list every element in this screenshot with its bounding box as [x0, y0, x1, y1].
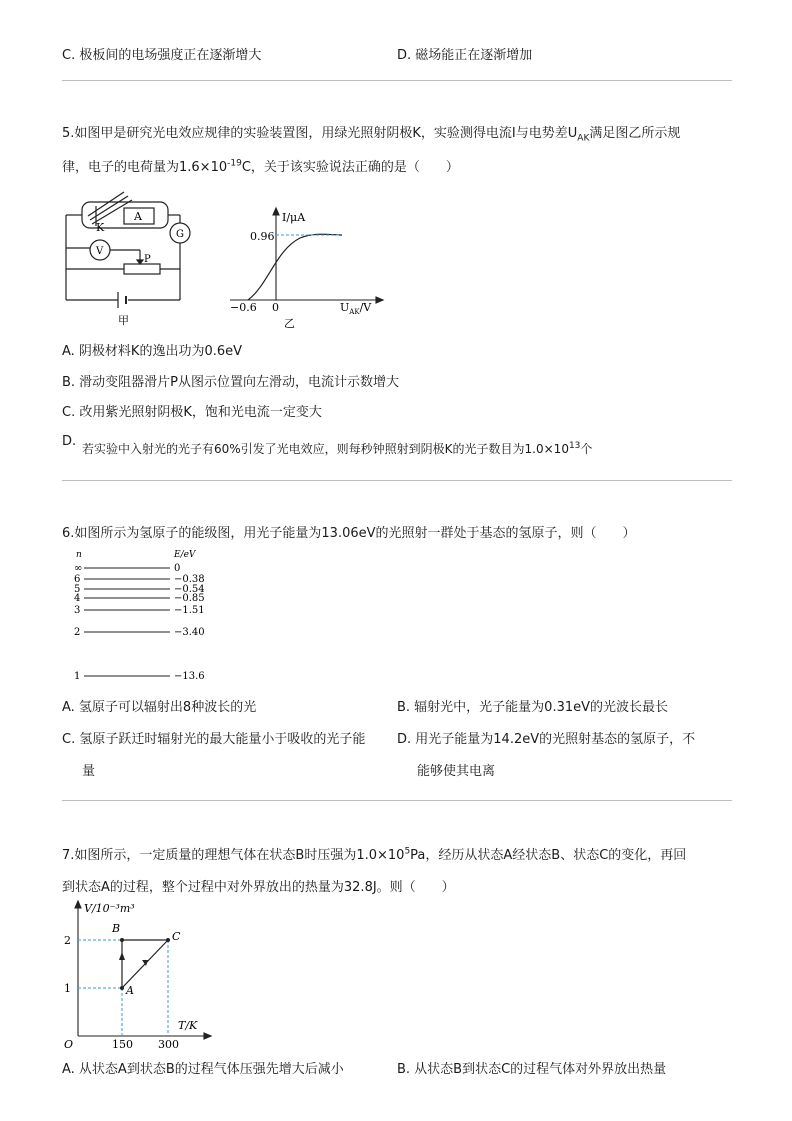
q6-option-b[interactable]: B. 辐射光中，光子能量为0.31eV的光波长最长 — [397, 700, 669, 715]
point-a: A — [126, 984, 134, 997]
xlabel: $U_{AK}/V$ — [340, 301, 372, 316]
level-energy: −1.51 — [174, 605, 205, 616]
ylabel: I/μA — [282, 211, 306, 224]
level-n: 4 — [74, 593, 81, 604]
q6-stem: 6.如图所示为氢原子的能级图，用光子能量为13.06eV的光照射一群处于基态的氢原子，则（ ） — [62, 526, 636, 541]
rheostat — [124, 264, 160, 274]
vt-graph — [58, 898, 218, 1050]
point-b: B — [112, 922, 121, 935]
level-energy: −0.85 — [174, 593, 205, 604]
prev-option-d: D. 磁场能正在逐渐增加 — [397, 48, 533, 63]
caption-yi: 乙 — [284, 317, 295, 330]
q6-option-c[interactable]: C. 氢原子跃迁时辐射光的最大能量小于吸收的光子能 — [62, 732, 366, 747]
iu-graph — [220, 205, 390, 330]
q5-stem-line2: 律，电子的电荷量为$1.6\times 10^{-19}C$，关于该实验说法正确的是（ ） — [62, 158, 459, 175]
y-value: 0.96 — [250, 230, 275, 243]
q5-stem-line1: 5.如图甲是研究光电效应规律的实验装置图，用绿光照射阴极K，实验测得电流Ⅰ与电势差$U_{AK}$满足图乙所示规 — [62, 126, 681, 144]
energy-level-diagram — [70, 548, 220, 683]
q6-option-d-cont[interactable]: 能够使其电离 — [417, 764, 496, 779]
level-n: 3 — [74, 605, 81, 616]
x-tick-150: 150 — [112, 1038, 133, 1050]
q6-option-d[interactable]: D. 用光子能量为14.2eV的光照射基态的氢原子，不 — [397, 732, 696, 747]
y-tick-2: 2 — [64, 934, 71, 947]
n-header: n — [76, 550, 82, 560]
q7-option-b[interactable]: B. 从状态B到状态C的过程气体对外界放出热量 — [397, 1062, 667, 1077]
q5-option-b[interactable]: B. 滑动变阻器滑片P从图示位置向左滑动，电流计示数增大 — [62, 375, 400, 390]
q7-stem-line2: 到状态A的过程，整个过程中对外界放出的热量为32.8J。则（ ） — [62, 880, 455, 895]
level-n: 1 — [74, 671, 81, 682]
level-n: 5 — [74, 584, 81, 595]
caption-jia: 甲 — [118, 314, 129, 327]
y-tick-1: 1 — [64, 982, 71, 995]
q5-option-d-text[interactable]: 若实验中入射光的光子有60%引发了光电效应，则每秒钟照射到阴极K的光子数目为$1.0\times 10^{13}$个 — [82, 441, 593, 456]
q7-stem-line1: 7.如图所示，一定质量的理想气体在状态B时压强为$1.0\times 10^5Pa$，经历从状态A经状态B、状态C的变化，再回 — [62, 846, 687, 863]
divider — [62, 80, 732, 81]
ylabel: V/10⁻³m³ — [84, 902, 135, 915]
prev-option-c: C. 极板间的电场强度正在逐渐增大 — [62, 48, 262, 63]
xlabel: T/K — [178, 1019, 198, 1032]
level-energy: −0.54 — [174, 584, 205, 595]
x-tick-300: 300 — [158, 1038, 179, 1050]
q5-option-c[interactable]: C. 改用紫光照射阴极K，饱和光电流一定变大 — [62, 405, 322, 420]
label-p: P — [144, 254, 151, 265]
origin: O — [64, 1038, 74, 1050]
x-neg: −0.6 — [230, 301, 257, 314]
label-k: K — [96, 221, 105, 234]
level-n: 2 — [74, 627, 81, 638]
level-n: 6 — [74, 574, 81, 585]
level-energy: −13.6 — [174, 671, 205, 682]
circuit-diagram — [60, 188, 200, 328]
label-a: A — [134, 210, 142, 223]
label-g: G — [176, 229, 184, 240]
e-header: E/eV — [174, 550, 196, 560]
point-c: C — [172, 930, 181, 943]
q6-option-a[interactable]: A. 氢原子可以辐射出8种波长的光 — [62, 700, 257, 715]
q5-option-d-label[interactable]: D. — [62, 434, 77, 449]
level-n: ∞ — [74, 563, 83, 574]
origin: 0 — [272, 301, 279, 314]
divider — [62, 800, 732, 801]
q5-option-a[interactable]: A. 阴极材料K的逸出功为0.6eV — [62, 344, 243, 359]
label-v: V — [96, 246, 104, 257]
q7-option-a[interactable]: A. 从状态A到状态B的过程气体压强先增大后减小 — [62, 1062, 344, 1077]
q6-option-c-cont[interactable]: 量 — [82, 764, 96, 779]
level-energy: 0 — [174, 563, 181, 574]
level-energy: −3.40 — [174, 627, 205, 638]
divider — [62, 480, 732, 481]
level-energy: −0.38 — [174, 574, 205, 585]
